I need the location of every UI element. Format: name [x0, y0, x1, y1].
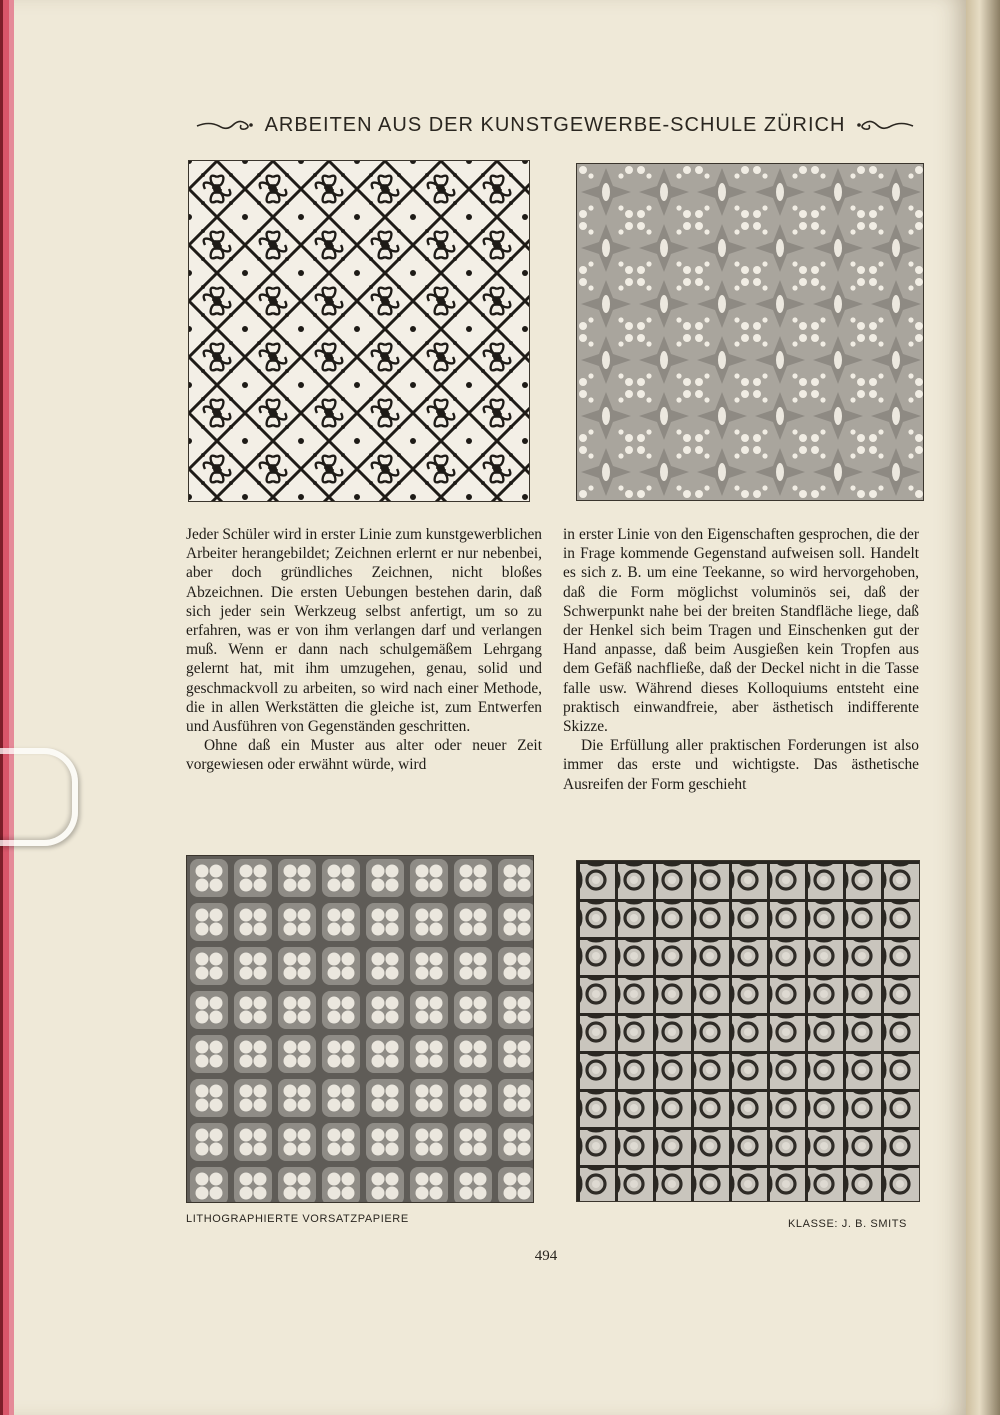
caption-right: KLASSE: J. B. SMITS [788, 1218, 907, 1230]
left-ornament-icon [195, 117, 255, 133]
running-header [190, 110, 920, 140]
scroll-pattern-graphic [189, 161, 529, 501]
paragraph: in erster Linie von den Eigenschaften gesprochen, die der in Frage kommende Gegenstand aufweisen soll. Handelt es sich z. B. um eine Teekanne, so wird hervorgehoben, daß die Form möglichst voluminös sei, daß der Schwerpunkt nahe bei der breiten Standfläche liege, daß der Henkel sich beim Tragen und Einschenken gut der Hand anpasse, daß beim Ausgießen kein Tropfen aus dem Gefäß nachfließe, daß der Deckel nicht in die Tasse falle usw. Während dieses Kolloquiums entsteht eine praktisch einwandfreie, aber ästhetisch indifferente Skizze. [563, 526, 919, 736]
pattern-plate-four-dots [186, 855, 534, 1203]
page-stack-edge [966, 0, 1000, 1415]
book-spine-edge [0, 0, 14, 1415]
pattern-plate-rings [576, 860, 920, 1202]
text-column-right [563, 525, 919, 794]
right-ornament-icon [855, 117, 915, 133]
text-column-left [186, 525, 542, 775]
pattern-plate-stars [576, 163, 924, 501]
caption-left: LITHOGRAPHIERTE VORSATZPAPIERE [186, 1213, 409, 1225]
header-title: ARBEITEN AUS DER KUNSTGEWERBE-SCHULE ZÜRICH [264, 113, 846, 136]
four-dot-pattern-graphic [187, 856, 533, 1202]
paper-clip [0, 748, 78, 846]
ring-pattern-graphic [577, 861, 919, 1201]
page-number: 494 [534, 1248, 558, 1264]
paragraph: Jeder Schüler wird in erster Linie zum kunstgewerblichen Arbeiter herangebildet; Zeichnen erlernt er nur nebenbei, aber doch gründliches Zeichnen, nicht bloßes Abzeichnen. Die ersten Uebungen bestehen darin, daß sich jeder sein Werkzeug selbst anfertigt, um so zu erfahren, was er von ihm verlangen darf und verlangen muß. Wenn er dann nach schulgemäßem Lehrgang gelernt hat, mit ihm umzugehen, genau, solid und geschmackvoll zu arbeiten, so wird nach einer Methode, die in allen Werkstätten die gleiche ist, zum Entwerfen und Ausführen von Gegenständen geschritten. [186, 526, 543, 736]
paragraph: Die Erfüllung aller praktischen Forderungen ist also immer das erste und wichtigste. Das ästhetische Ausreifen der Form geschieht [563, 737, 919, 793]
pattern-plate-scroll [188, 160, 530, 502]
paragraph: Ohne daß ein Muster aus alter oder neuer Zeit vorgewiesen oder erwähnt würde, wird [186, 737, 542, 774]
star-pattern-graphic [577, 164, 923, 500]
